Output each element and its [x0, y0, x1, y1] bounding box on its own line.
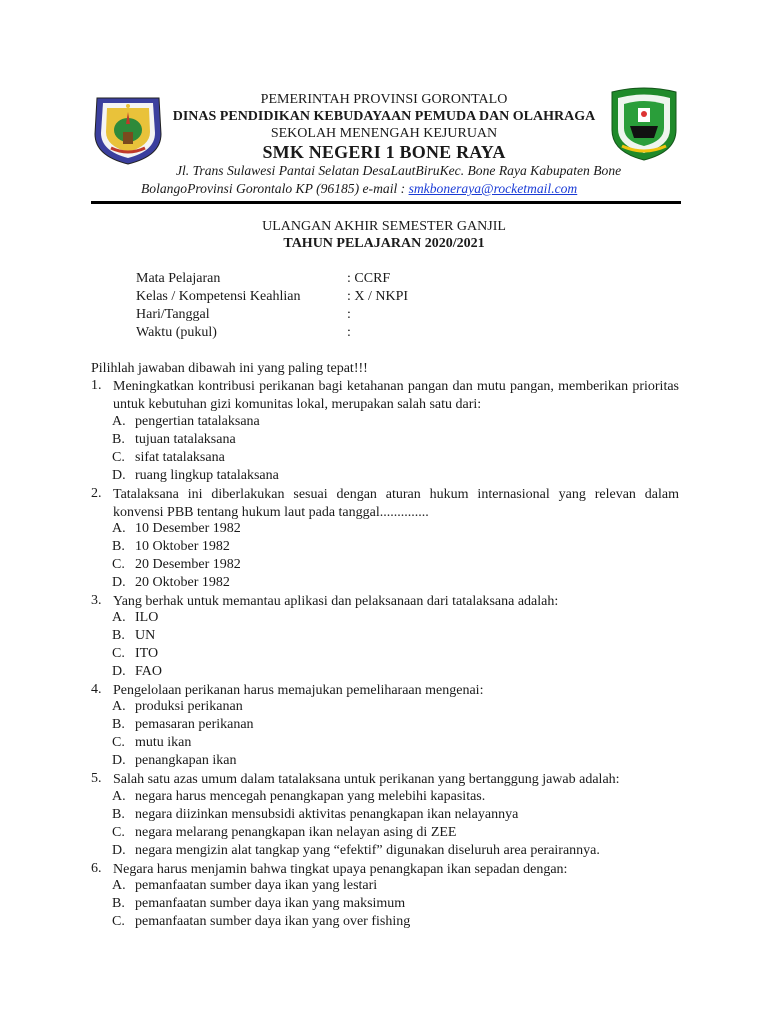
option-letter: B. — [112, 628, 125, 643]
address-prefix: BolangoProvinsi Gorontalo KP (96185) e-mail : — [141, 181, 409, 196]
question-text: Negara harus menjamin bahwa tingkat upaya penangkapan ikan sepadan dengan: — [113, 862, 568, 877]
letterhead-address-line-1: Jl. Trans Sulawesi Pantai Selatan DesaLautBiruKec. Bone Raya Kabupaten Bone — [176, 163, 622, 178]
letterhead-school-name: SMK NEGERI 1 BONE RAYA — [262, 142, 506, 162]
option-text: sifat tatalaksana — [135, 450, 225, 465]
letterhead-address-line-2 — [141, 181, 577, 197]
option-letter: A. — [112, 699, 126, 714]
letterhead-government: PEMERINTAH PROVINSI GORONTALO — [260, 92, 508, 107]
question-number: 1. — [91, 378, 102, 393]
option-letter: C. — [112, 825, 125, 840]
instruction-text: Pilihlah jawaban dibawah ini yang paling tepat!!! — [91, 361, 368, 376]
option-text: negara mengizin alat tangkap yang “efektif” digunakan diseluruh area perairannya. — [135, 843, 600, 858]
question-number: 2. — [91, 486, 102, 501]
option-text: penangkapan ikan — [135, 753, 237, 768]
option-letter: A. — [112, 521, 126, 536]
option-letter: C. — [112, 450, 125, 465]
letterhead-school-type: SEKOLAH MENENGAH KEJURUAN — [270, 126, 498, 141]
question-number: 4. — [91, 682, 102, 697]
exam-year: TAHUN PELAJARAN 2020/2021 — [283, 236, 485, 251]
option-text: ruang lingkup tatalaksana — [135, 468, 279, 483]
option-letter: D. — [112, 664, 126, 679]
option-letter: B. — [112, 896, 125, 911]
identity-value: : CCRF — [347, 271, 391, 286]
identity-label: Kelas / Kompetensi Keahlian — [136, 289, 301, 304]
question-text: Meningkatkan kontribusi perikanan bagi ketahanan pangan dan mutu pangan, memberikan prioritas untuk kebutuhan gizi komunitas lokal, merupakan salah satu dari: — [113, 379, 679, 412]
option-letter: B. — [112, 807, 125, 822]
identity-label: Waktu (pukul) — [136, 325, 217, 340]
option-text: ILO — [135, 610, 159, 625]
option-letter: B. — [112, 539, 125, 554]
option-text: FAO — [135, 664, 162, 679]
option-text: pemanfaatan sumber daya ikan yang lestari — [135, 878, 378, 893]
option-letter: C. — [112, 646, 125, 661]
option-text: tujuan tatalaksana — [135, 432, 236, 447]
question-text: Salah satu azas umum dalam tatalaksana untuk perikanan yang bertanggung jawab adalah: — [113, 772, 620, 787]
exam-title: ULANGAN AKHIR SEMESTER GANJIL — [262, 219, 506, 234]
identity-value: : — [347, 325, 351, 340]
option-letter: D. — [112, 843, 126, 858]
option-letter: D. — [112, 575, 126, 590]
letterhead-divider — [91, 201, 681, 204]
question-text: Yang berhak untuk memantau aplikasi dan pelaksanaan dari tatalaksana adalah: — [113, 594, 559, 609]
gorontalo-crest-icon — [89, 94, 167, 166]
option-letter: A. — [112, 610, 126, 625]
option-text: 10 Oktober 1982 — [135, 539, 230, 554]
option-text: 10 Desember 1982 — [135, 521, 241, 536]
option-text: pemanfaatan sumber daya ikan yang over fishing — [135, 914, 411, 929]
letterhead-department: DINAS PENDIDIKAN KEBUDAYAAN PEMUDA DAN OLAHRAGA — [172, 109, 596, 124]
question-number: 3. — [91, 593, 102, 608]
question-text: Tatalaksana ini diberlakukan sesuai dengan aturan hukum internasional yang relevan dalam konvensi PBB tentang hukum laut pada tanggal.............. — [113, 487, 679, 520]
option-text: pemanfaatan sumber daya ikan yang maksimum — [135, 896, 406, 911]
option-letter: B. — [112, 432, 125, 447]
option-letter: C. — [112, 735, 125, 750]
option-letter: C. — [112, 557, 125, 572]
option-letter: A. — [112, 789, 126, 804]
option-text: negara melarang penangkapan ikan nelayan asing di ZEE — [135, 825, 457, 840]
option-text: mutu ikan — [135, 735, 192, 750]
option-letter: B. — [112, 717, 125, 732]
option-text: 20 Desember 1982 — [135, 557, 241, 572]
option-text: negara harus mencegah penangkapan yang melebihi kapasitas. — [135, 789, 486, 804]
question-text: Pengelolaan perikanan harus memajukan pemeliharaan mengenai: — [113, 683, 484, 698]
identity-label: Hari/Tanggal — [136, 307, 210, 322]
option-text: 20 Oktober 1982 — [135, 575, 230, 590]
option-letter: A. — [112, 878, 126, 893]
identity-value: : — [347, 307, 351, 322]
option-text: pemasaran perikanan — [135, 717, 254, 732]
option-text: UN — [135, 628, 156, 643]
bone-bolango-crest-icon — [608, 86, 680, 162]
option-letter: C. — [112, 914, 125, 929]
question-number: 6. — [91, 861, 102, 876]
option-letter: D. — [112, 753, 126, 768]
question-number: 5. — [91, 771, 102, 786]
identity-label: Mata Pelajaran — [136, 271, 221, 286]
option-text: negara diizinkan mensubsidi aktivitas penangkapan ikan nelayannya — [135, 807, 519, 822]
option-letter: A. — [112, 414, 126, 429]
option-text: ITO — [135, 646, 159, 661]
email-link[interactable]: smkboneraya@rocketmail.com — [408, 181, 578, 196]
option-text: pengertian tatalaksana — [135, 414, 260, 429]
option-text: produksi perikanan — [135, 699, 243, 714]
option-letter: D. — [112, 468, 126, 483]
identity-value: : X / NKPI — [347, 289, 409, 304]
